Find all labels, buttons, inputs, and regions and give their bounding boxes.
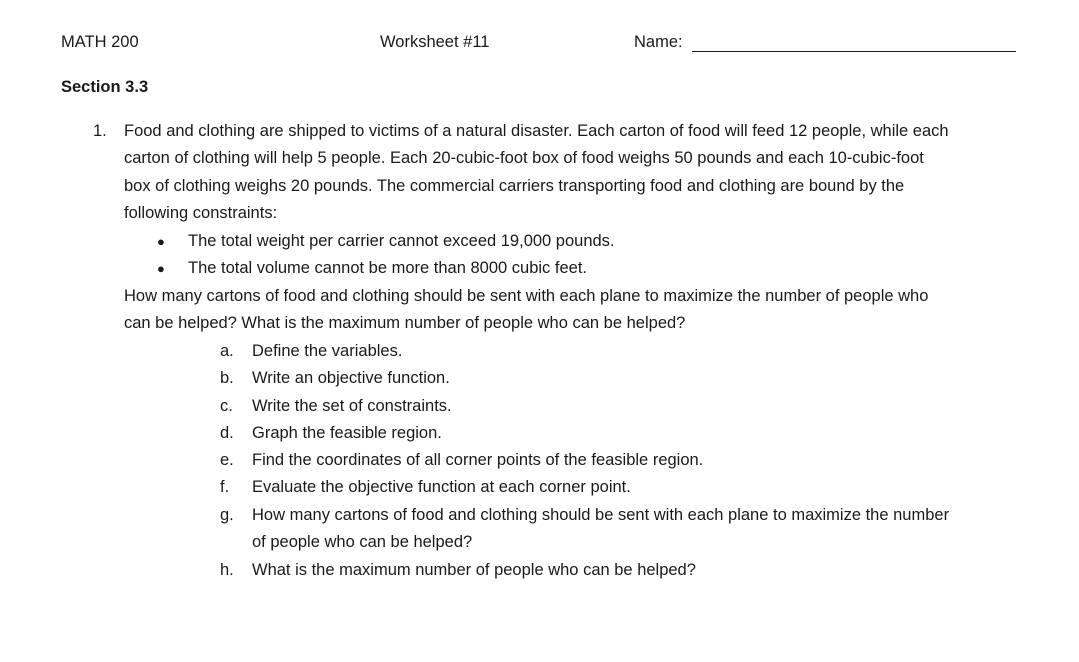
part-marker: g. <box>220 506 234 524</box>
problem-question-line: How many cartons of food and clothing should be sent with each plane to maximize the number of people who <box>124 287 929 305</box>
part-marker: e. <box>220 451 234 469</box>
name-blank-line <box>692 51 1016 52</box>
part-marker: b. <box>220 369 234 387</box>
bullet-icon: ● <box>157 234 165 249</box>
part-marker: f. <box>220 478 230 496</box>
part-text: Graph the feasible region. <box>252 424 442 442</box>
worksheet-header <box>0 33 1079 55</box>
problem-intro-line: box of clothing weighs 20 pounds. The commercial carriers transporting food and clothing are bound by the <box>124 177 905 195</box>
part-marker: c. <box>220 397 233 415</box>
worksheet-title: Worksheet #11 <box>380 33 490 51</box>
part-marker: a. <box>220 342 234 360</box>
part-marker: d. <box>220 424 234 442</box>
part-text: Write an objective function. <box>252 369 450 387</box>
problem-intro-line: Food and clothing are shipped to victims of a natural disaster. Each carton of food will feed 12 people, while each <box>124 122 949 140</box>
problem-intro-line: following constraints: <box>124 204 278 222</box>
part-text: Define the variables. <box>252 342 403 360</box>
part-text: Find the coordinates of all corner points of the feasible region. <box>252 451 704 469</box>
problem-question-line: can be helped? What is the maximum number of people who can be helped? <box>124 314 686 332</box>
course-code: MATH 200 <box>61 33 139 51</box>
name-label: Name: <box>634 33 683 51</box>
part-text: What is the maximum number of people who can be helped? <box>252 561 696 579</box>
part-text: Evaluate the objective function at each corner point. <box>252 478 631 496</box>
part-marker: h. <box>220 561 234 579</box>
part-text: of people who can be helped? <box>252 533 473 551</box>
problem-number: 1. <box>93 122 107 140</box>
constraint-item: The total weight per carrier cannot exceed 19,000 pounds. <box>188 232 615 250</box>
problem-intro-line: carton of clothing will help 5 people. Each 20-cubic-foot box of food weighs 50 pounds and each 10-cubic-foot <box>124 149 924 167</box>
bullet-icon: ● <box>157 261 165 276</box>
part-text: How many cartons of food and clothing should be sent with each plane to maximize the number <box>252 506 950 524</box>
constraint-item: The total volume cannot be more than 8000 cubic feet. <box>188 259 587 277</box>
part-text: Write the set of constraints. <box>252 397 452 415</box>
section-title: Section 3.3 <box>61 78 149 96</box>
